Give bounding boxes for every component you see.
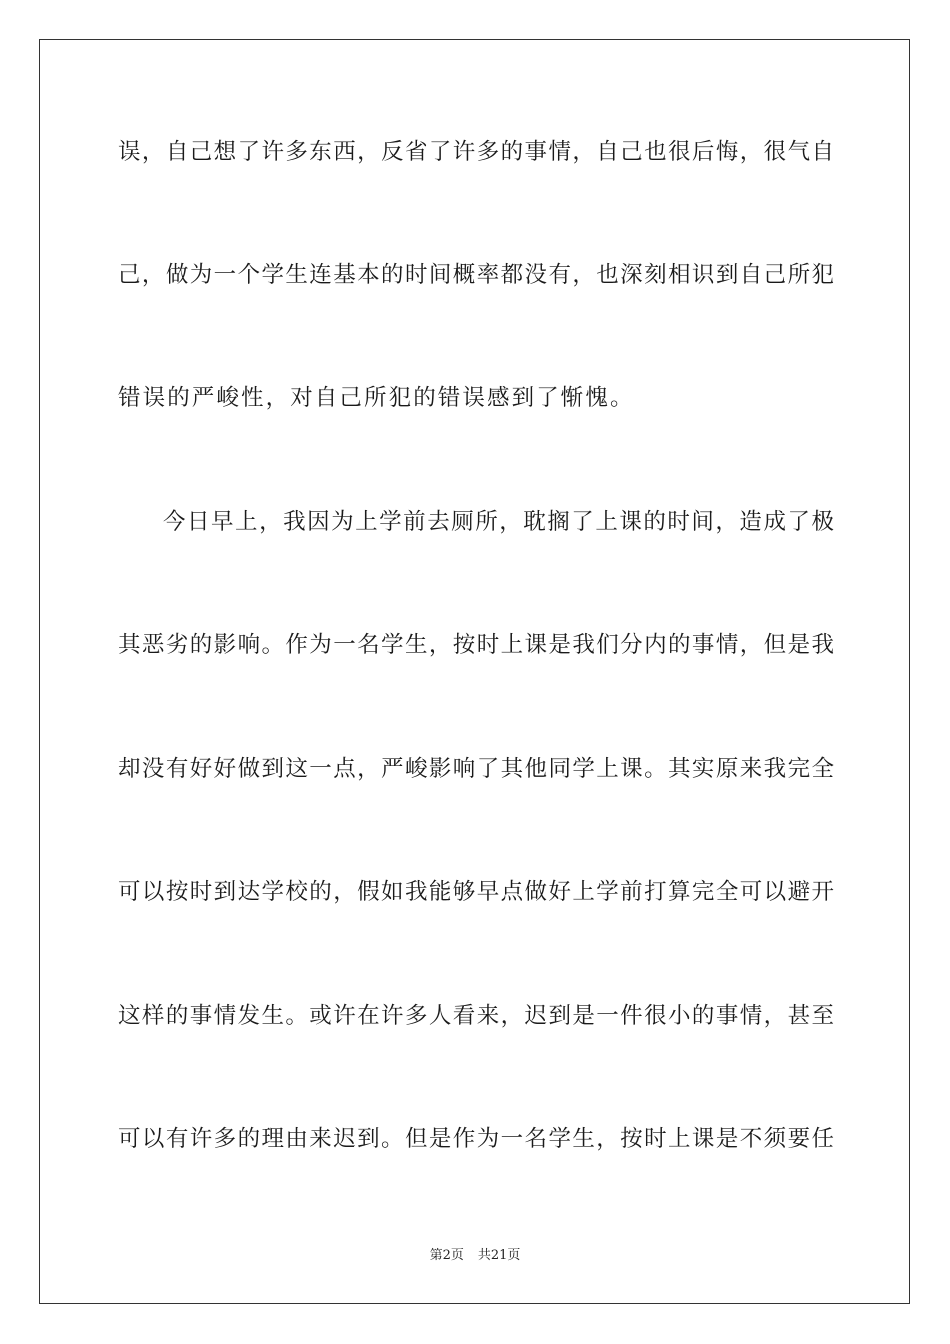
page-footer — [0, 1247, 950, 1265]
body-text-line: 己，做为一个学生连基本的时间概率都没有，也深刻相识到自己所犯 — [118, 262, 834, 288]
page-number: 第2页 — [429, 1248, 464, 1263]
body-text-line: 可以按时到达学校的，假如我能够早点做好上学前打算完全可以避开 — [118, 879, 834, 905]
body-text-line: 其恶劣的影响。作为一名学生，按时上课是我们分内的事情，但是我 — [118, 632, 834, 658]
body-text-line: 可以有许多的理由来迟到。但是作为一名学生，按时上课是不须要任 — [118, 1126, 834, 1152]
page-border — [39, 39, 910, 1304]
page-total: 共21页 — [477, 1248, 521, 1263]
paragraph-first-line: 今日早上，我因为上学前去厕所，耽搁了上课的时间，造成了极 — [163, 509, 834, 535]
body-text-line: 这样的事情发生。或许在许多人看来，迟到是一件很小的事情，甚至 — [118, 1003, 834, 1029]
body-text-line: 却没有好好做到这一点，严峻影响了其他同学上课。其实原来我完全 — [118, 756, 834, 782]
body-text-line: 误，自己想了许多东西，反省了许多的事情，自己也很后悔，很气自 — [118, 139, 834, 165]
body-text-line: 错误的严峻性，对自己所犯的错误感到了惭愧。 — [118, 385, 635, 411]
